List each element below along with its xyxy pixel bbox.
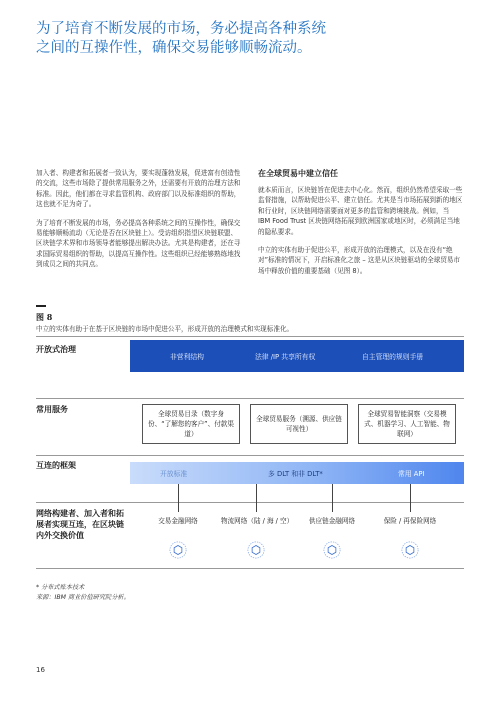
row-label-interop: 互连的框架 xyxy=(36,460,76,470)
row-divider xyxy=(36,336,464,337)
row-label-networks: 网络构建者、加入者和拓展者实现互连，在区块链内外交换价值 xyxy=(36,508,124,540)
network-label-logistics: 物流网络（陆 / 海 / 空） xyxy=(221,517,294,525)
left-paragraph-2: 为了培育不断发展的市场，务必提高各种系统之间的互操作性，确保交易能够顺畅流动（无论是否在区块链上）。受访组织指望区块链联盟、区块链学术界和市场领导者能够提出解决办法。尤其是构建者，还在寻求国际贸易组织的帮助，以提高互操作性。这些组织已经能够熟练地找到成员之间的共同点。 xyxy=(36,218,241,269)
network-node-icon xyxy=(247,541,265,559)
connector-line xyxy=(256,484,257,512)
row-label-services: 常用服务 xyxy=(36,404,68,414)
row-divider xyxy=(36,455,464,456)
figure-caption: 中立的实体有助于在基于区块链的市场中促进公平，形成开放的治理模式和实现标准化。 xyxy=(36,325,294,333)
right-paragraph-2: 中立的实体有助于促进公平，形成开放的治理模式，以及在没有“绝对”标准的情况下，开启标准化之旅 – 这是从区块链驱动的全球贸易市场中释放价值的重要基础（见图 8）。 xyxy=(258,246,461,275)
figure-label: 图 8 xyxy=(36,312,53,322)
left-column xyxy=(36,168,241,278)
footnote-dlt: * 分布式账本技术 xyxy=(36,584,85,591)
network-label-insurance: 保险 / 再保险网络 xyxy=(383,517,437,525)
section-rule xyxy=(36,305,46,307)
page-number: 16 xyxy=(36,666,45,674)
service-box-insights: 全球贸易智能洞察（交易模式、机器学习、人工智能、物联网） xyxy=(358,404,456,444)
interop-item-api: 常用 API xyxy=(398,470,425,478)
right-paragraph-1: 就本质而言，区块链旨在促进去中心化。然而，组织仍然希望采取一些监督措施，以帮助促进公平、建立信任。尤其是当市场拓展到新的地区和行业时，区块链网络需要面对更多的监管和跨境挑战。例如，当 IBM Food Trust 区块链网络拓展到欧洲国家或地区时，必须满足当地的隐私要求。 xyxy=(258,186,463,236)
row-divider xyxy=(36,568,464,569)
page-title: 为了培育不断发展的市场，务必提高各种系统之间的互操作性，确保交易能够顺畅流动。 xyxy=(36,21,326,56)
row-label-governance: 开放式治理 xyxy=(36,344,76,354)
row-divider xyxy=(36,398,464,399)
row-divider xyxy=(36,502,464,503)
governance-bar xyxy=(130,340,464,372)
service-box-trade: 全球贸易服务（溯源、供应链可视性） xyxy=(250,404,348,444)
footnote-source: 来源：IBM 商业价值研究院分析。 xyxy=(36,594,130,601)
connector-line xyxy=(410,484,411,512)
network-label-trade-finance: 交易金融网络 xyxy=(158,517,198,525)
connector-line xyxy=(332,484,333,512)
network-label-supply-chain-finance: 供应链金融网络 xyxy=(308,517,356,525)
governance-item-rulebook: 自主管理的规则手册 xyxy=(362,353,424,361)
right-heading: 在全球贸易中建立信任 xyxy=(258,168,338,178)
interop-item-dlt: 多 DLT 和非 DLT* xyxy=(268,470,323,478)
governance-item-ip: 法律 /IP 共享所有权 xyxy=(255,353,316,361)
interop-item-standards: 开放标准 xyxy=(160,470,188,478)
service-box-directory: 全球贸易目录（数字身份、“了解您的客户”、付款渠道） xyxy=(142,404,240,444)
network-node-icon xyxy=(401,541,419,559)
connector-line xyxy=(178,484,179,512)
left-paragraph-1: 加入者、构建者和拓展者一致认为，要实现蓬勃发展，促进富有创造性的交流，这些市场除了提供常用服务之外，还需要有开放的治理方法和标准。因此，他们都在寻求监管机构、政府部门以及标准组织的帮助，这也就不足为奇了。 xyxy=(36,169,241,209)
network-node-icon xyxy=(169,541,187,559)
interop-bar xyxy=(130,462,464,484)
governance-item-nonprofit: 非营利结构 xyxy=(170,353,204,361)
network-node-icon xyxy=(323,541,341,559)
right-column xyxy=(258,168,463,284)
